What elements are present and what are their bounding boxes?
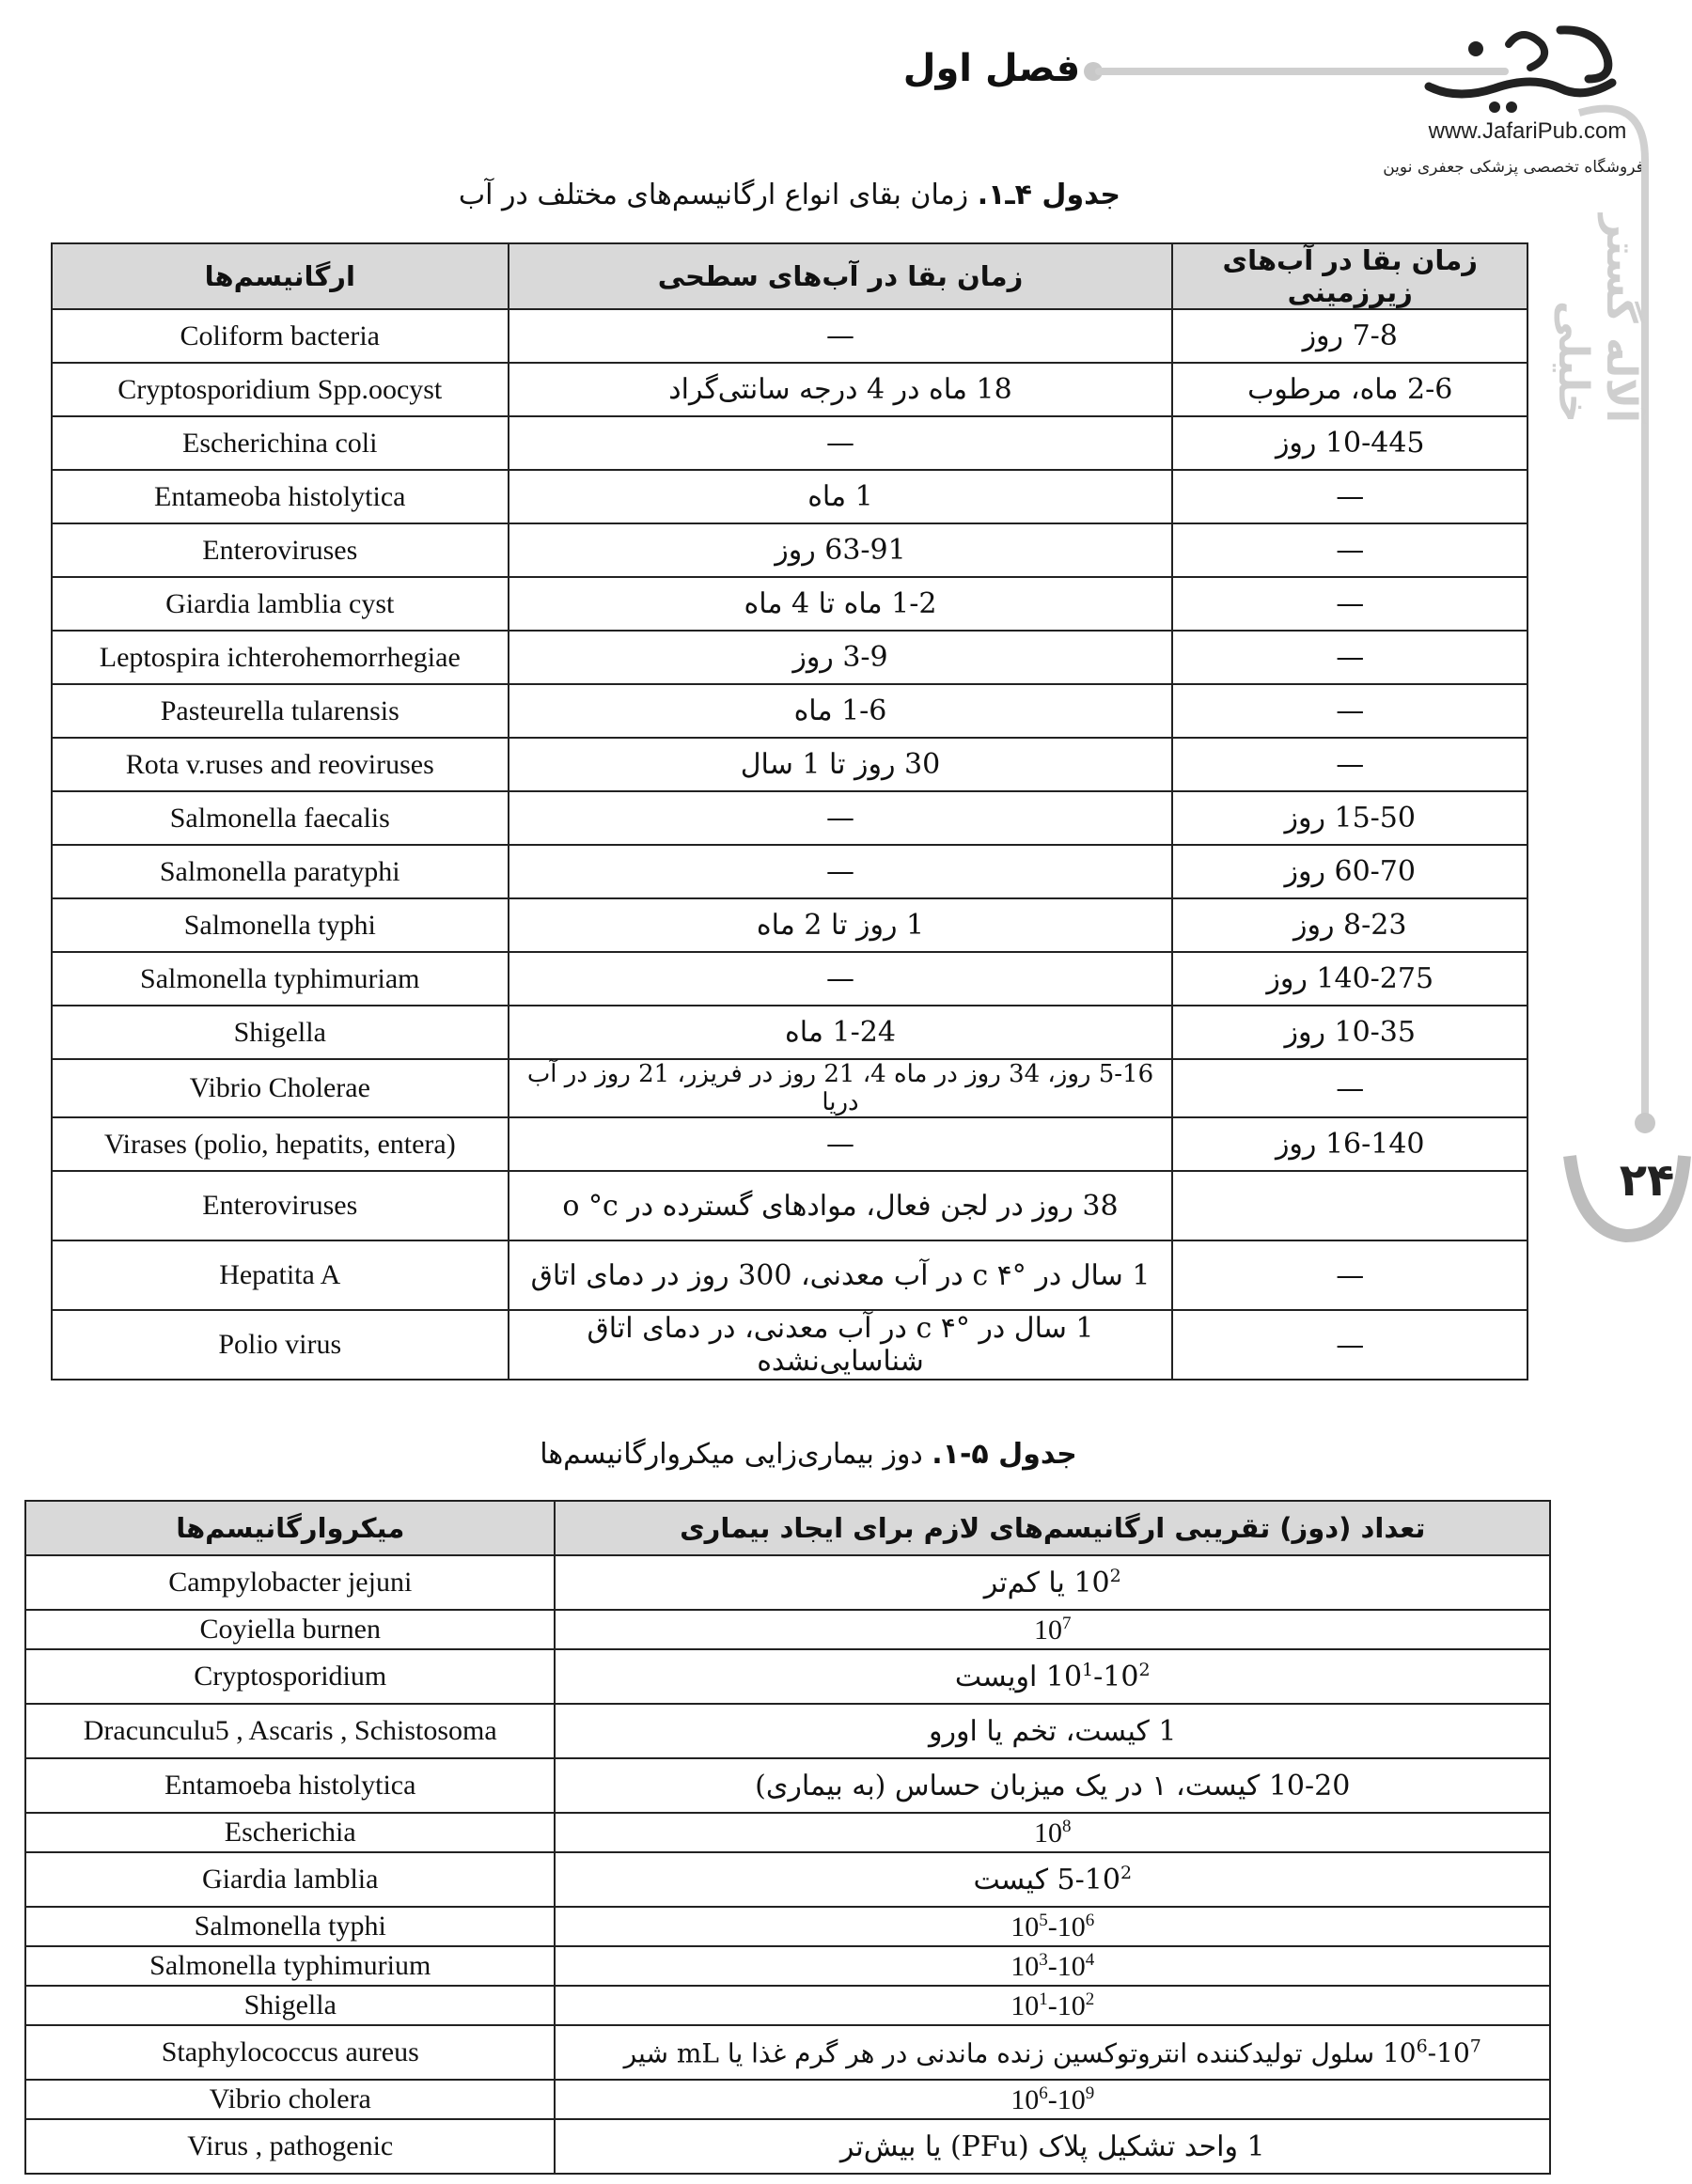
dose-range — [1383, 2037, 1481, 2068]
dose-cell: 1 کیست، تخم یا اورو — [555, 1704, 1550, 1758]
ground-cell: 140-275 روز — [1172, 952, 1528, 1006]
dose-base: 10 — [1382, 2037, 1417, 2069]
organism-cell: Virases (polio, hepatits, entera) — [52, 1117, 509, 1171]
dose-base-upper: -10 — [1047, 1911, 1086, 1942]
ground-cell: 16-140 روز — [1172, 1117, 1528, 1171]
dose-range — [1058, 1864, 1133, 1896]
table1-caption — [423, 179, 1156, 211]
infectious-dose-table — [24, 1500, 1551, 2175]
table-row — [52, 1310, 1528, 1380]
surface-cell: 5-16 روز، 34 روز در ماه 4، 21 روز در فریزر، 21 روز در آب دریا — [509, 1059, 1173, 1117]
surface-cell: 63-91 روز — [509, 523, 1173, 577]
surface-cell: 1-2 ماه تا 4 ماه — [509, 577, 1173, 631]
organism-cell: Salmonella typhimuriam — [52, 952, 509, 1006]
dose-cell — [555, 1852, 1550, 1907]
organism-cell: Leptospira ichterohemorrhegiae — [52, 631, 509, 684]
organism-cell: Salmonella typhi — [25, 1907, 555, 1946]
surface-cell: 1-24 ماه — [509, 1006, 1173, 1059]
table-row — [52, 416, 1528, 470]
dose-exponent: 1 — [1039, 1989, 1048, 2009]
ground-cell: — — [1172, 684, 1528, 738]
surface-cell: — — [509, 309, 1173, 363]
dose-exponent-upper: 6 — [1085, 1910, 1095, 1930]
surface-cell: 38 روز در لجن فعال، موادهای گسترده در o °c — [509, 1171, 1173, 1240]
ground-cell: — — [1172, 631, 1528, 684]
side-author-text: آلاله گستر خلیلی — [1549, 213, 1645, 423]
table2-caption — [442, 1438, 1175, 1471]
organism-cell: Pasteurella tularensis — [52, 684, 509, 738]
organism-cell: Campylobacter jejuni — [25, 1555, 555, 1610]
table-row — [52, 952, 1528, 1006]
ground-cell: — — [1172, 1310, 1528, 1380]
organism-cell: Vibrio cholera — [25, 2080, 555, 2119]
organism-cell: Shigella — [52, 1006, 509, 1059]
surface-cell: 1 سال در °c ۴ در آب معدنی، 300 روز در دمای اتاق — [509, 1240, 1173, 1310]
dose-exponent-upper: 7 — [1469, 2036, 1481, 2057]
table-row — [52, 631, 1528, 684]
page-number: ۲۴ — [1619, 1154, 1675, 1207]
dose-base: 5-10 — [1057, 1864, 1120, 1896]
surface-cell: — — [509, 416, 1173, 470]
table-row — [25, 1907, 1550, 1946]
table1-caption-text: زمان بقای انواع ارگانیسم‌های مختلف در آب — [458, 179, 978, 211]
dose-cell — [555, 1610, 1550, 1649]
ground-cell: — — [1172, 1240, 1528, 1310]
organism-cell: Shigella — [25, 1986, 555, 2025]
surface-cell: — — [509, 1117, 1173, 1171]
organism-cell: Enteroviruses — [52, 523, 509, 577]
table-header-row — [52, 243, 1528, 309]
ground-cell: 2-6 ماه، مرطوب — [1172, 363, 1528, 416]
organism-cell: Salmonella typhimurium — [25, 1946, 555, 1986]
table-row — [25, 1610, 1550, 1649]
dose-base-upper: -10 — [1047, 2083, 1086, 2115]
organism-cell: Escherichina coli — [52, 416, 509, 470]
table-row — [25, 1704, 1550, 1758]
table-row — [52, 1171, 1528, 1240]
dose-range — [1046, 1661, 1151, 1693]
organism-cell: Rota v.ruses and reoviruses — [52, 738, 509, 791]
dose-base: 10 — [1045, 1661, 1083, 1693]
ground-cell: — — [1172, 470, 1528, 523]
surface-cell: 1-6 ماه — [509, 684, 1173, 738]
organism-cell: Coyiella burnen — [25, 1610, 555, 1649]
publisher-url: www.JafariPub.com — [1428, 118, 1627, 144]
survival-time-table — [51, 242, 1528, 1381]
ground-cell: — — [1172, 1059, 1528, 1117]
dose-exponent-upper: 9 — [1085, 2083, 1095, 2103]
table-row — [52, 791, 1528, 845]
dose-base-upper: -10 — [1047, 1950, 1086, 1982]
surface-cell: 1 ماه — [509, 470, 1173, 523]
table-row — [52, 1117, 1528, 1171]
dose-exponent: 2 — [1109, 1566, 1121, 1586]
dose-cell — [555, 1813, 1550, 1852]
dose-exponent: 2 — [1120, 1863, 1133, 1883]
table-row — [52, 577, 1528, 631]
header-surface-water: زمان بقا در آب‌های سطحی — [509, 243, 1173, 309]
dose-base: 10 — [1010, 2083, 1040, 2115]
table1-caption-label: جدول ۴ـ۱. — [977, 179, 1121, 211]
table-row — [25, 2025, 1550, 2080]
surface-cell: 30 روز تا 1 سال — [509, 738, 1173, 791]
ground-cell: — — [1172, 523, 1528, 577]
dose-note: اویست — [954, 1661, 1046, 1693]
organism-cell: Vibrio Cholerae — [52, 1059, 509, 1117]
organism-cell: Hepatita A — [52, 1240, 509, 1310]
organism-cell: Giardia lamblia cyst — [52, 577, 509, 631]
dose-exponent: 1 — [1082, 1660, 1094, 1680]
organism-cell: Giardia lamblia — [25, 1852, 555, 1907]
surface-cell: — — [509, 845, 1173, 898]
organism-cell: Dracunculu5 , Ascaris , Schistosoma — [25, 1704, 555, 1758]
dose-exponent: 7 — [1061, 1613, 1072, 1633]
ground-cell: 10-445 روز — [1172, 416, 1528, 470]
organism-cell: Virus , pathogenic — [25, 2119, 555, 2174]
dose-cell — [555, 1986, 1550, 2025]
header-organisms: ارگانیسم‌ها — [52, 243, 509, 309]
table-row — [52, 470, 1528, 523]
table-row — [52, 684, 1528, 738]
table-row — [52, 363, 1528, 416]
table-row — [52, 1240, 1528, 1310]
surface-cell: — — [509, 791, 1173, 845]
ground-cell: 8-23 روز — [1172, 898, 1528, 952]
dose-base: 10 — [1073, 1567, 1110, 1599]
table-row — [25, 1986, 1550, 2025]
surface-cell: — — [509, 952, 1173, 1006]
table2-caption-text: دوز بیماری‌زایی میکروارگانیسم‌ها — [540, 1438, 932, 1471]
dose-exponent: 6 — [1039, 2083, 1048, 2103]
dose-cell — [555, 1555, 1550, 1610]
table-row — [52, 309, 1528, 363]
dose-cell: 10-20 کیست، ۱ در یک میزبان حساس (به بیماری) — [555, 1758, 1550, 1813]
dose-exponent: 3 — [1039, 1949, 1048, 1970]
table-row — [25, 1758, 1550, 1813]
table-row — [52, 1059, 1528, 1117]
dose-base: 10 — [1010, 1950, 1040, 1982]
dose-cell — [555, 2025, 1550, 2080]
organism-cell: Staphylococcus aureus — [25, 2025, 555, 2080]
table-row — [52, 898, 1528, 952]
dose-note: یا کم‌تر — [983, 1567, 1074, 1599]
header-microorganisms: میکروارگانیسم‌ها — [25, 1501, 555, 1555]
organism-cell: Enteroviruses — [52, 1171, 509, 1240]
dose-base: 10 — [1033, 1817, 1062, 1849]
table-row — [52, 523, 1528, 577]
dose-note: کیست — [973, 1864, 1058, 1896]
dose-note: سلول تولیدکننده انتروتوکسین زنده ماندنی در هر گرم غذا یا mL شیر — [623, 2037, 1383, 2069]
publisher-tagline: فروشگاه تخصصی پزشکی جعفری نوین — [1383, 158, 1644, 177]
ground-cell: — — [1172, 738, 1528, 791]
organism-cell: Coliform bacteria — [52, 309, 509, 363]
dose-exponent-upper: 2 — [1085, 1989, 1095, 2009]
dose-base: 10 — [1010, 1911, 1040, 1942]
table-row — [25, 2080, 1550, 2119]
dose-cell — [555, 2080, 1550, 2119]
dose-base-upper: -10 — [1047, 1989, 1086, 2021]
dose-exponent: 6 — [1416, 2036, 1428, 2057]
table-row — [25, 1852, 1550, 1907]
dose-base-upper: -10 — [1427, 2037, 1470, 2069]
organism-cell: Salmonella typhi — [52, 898, 509, 952]
organism-cell: Entameoba histolytica — [52, 470, 509, 523]
surface-cell: 3-9 روز — [509, 631, 1173, 684]
ground-cell: 7-8 روز — [1172, 309, 1528, 363]
dose-cell — [555, 1946, 1550, 1986]
organism-cell: Salmonella paratyphi — [52, 845, 509, 898]
dose-exponent-upper: 4 — [1085, 1949, 1095, 1970]
organism-cell: Cryptosporidium Spp.oocyst — [52, 363, 509, 416]
ground-cell: 60-70 روز — [1172, 845, 1528, 898]
dose-base: 10 — [1010, 1989, 1040, 2021]
dose-exponent: 8 — [1061, 1816, 1072, 1836]
chapter-title: فصل اول — [902, 47, 1081, 90]
table-row — [25, 1649, 1550, 1704]
table-row — [52, 845, 1528, 898]
organism-cell: Polio virus — [52, 1310, 509, 1380]
table2-caption-label: جدول ۵-۱. — [932, 1438, 1077, 1471]
dose-cell — [555, 1907, 1550, 1946]
table-row — [25, 2119, 1550, 2174]
table-header-row — [25, 1501, 1550, 1555]
ground-cell: — — [1172, 577, 1528, 631]
surface-cell: 18 ماه در 4 درجه سانتی‌گراد — [509, 363, 1173, 416]
header-ground-water: زمان بقا در آب‌های زیرزمینی — [1172, 243, 1528, 309]
table-row — [25, 1946, 1550, 1986]
ground-cell: 15-50 روز — [1172, 791, 1528, 845]
table-row — [25, 1555, 1550, 1610]
table-row — [52, 738, 1528, 791]
organism-cell: Entamoeba histolytica — [25, 1758, 555, 1813]
dose-cell — [555, 1649, 1550, 1704]
table-row — [52, 1006, 1528, 1059]
dose-exponent: 5 — [1039, 1910, 1048, 1930]
dose-cell: 1 واحد تشکیل پلاک (PFu) یا بیش‌تر — [555, 2119, 1550, 2174]
organism-cell: Cryptosporidium — [25, 1649, 555, 1704]
surface-cell: 1 روز تا 2 ماه — [509, 898, 1173, 952]
dose-base: 10 — [1033, 1614, 1062, 1646]
organism-cell: Salmonella faecalis — [52, 791, 509, 845]
surface-cell: 1 سال در °c ۴ در آب معدنی، در دمای اتاق شناسایی‌نشده — [509, 1310, 1173, 1380]
dose-exponent-upper: 2 — [1138, 1660, 1151, 1680]
ground-cell — [1172, 1171, 1528, 1240]
table-row — [25, 1813, 1550, 1852]
organism-cell: Escherichia — [25, 1813, 555, 1852]
dose-base-upper: -10 — [1093, 1661, 1139, 1693]
ground-cell: 10-35 روز — [1172, 1006, 1528, 1059]
header-dose: تعداد (دوز) تقریبی ارگانیسم‌های لازم برای ایجاد بیماری — [555, 1501, 1550, 1555]
